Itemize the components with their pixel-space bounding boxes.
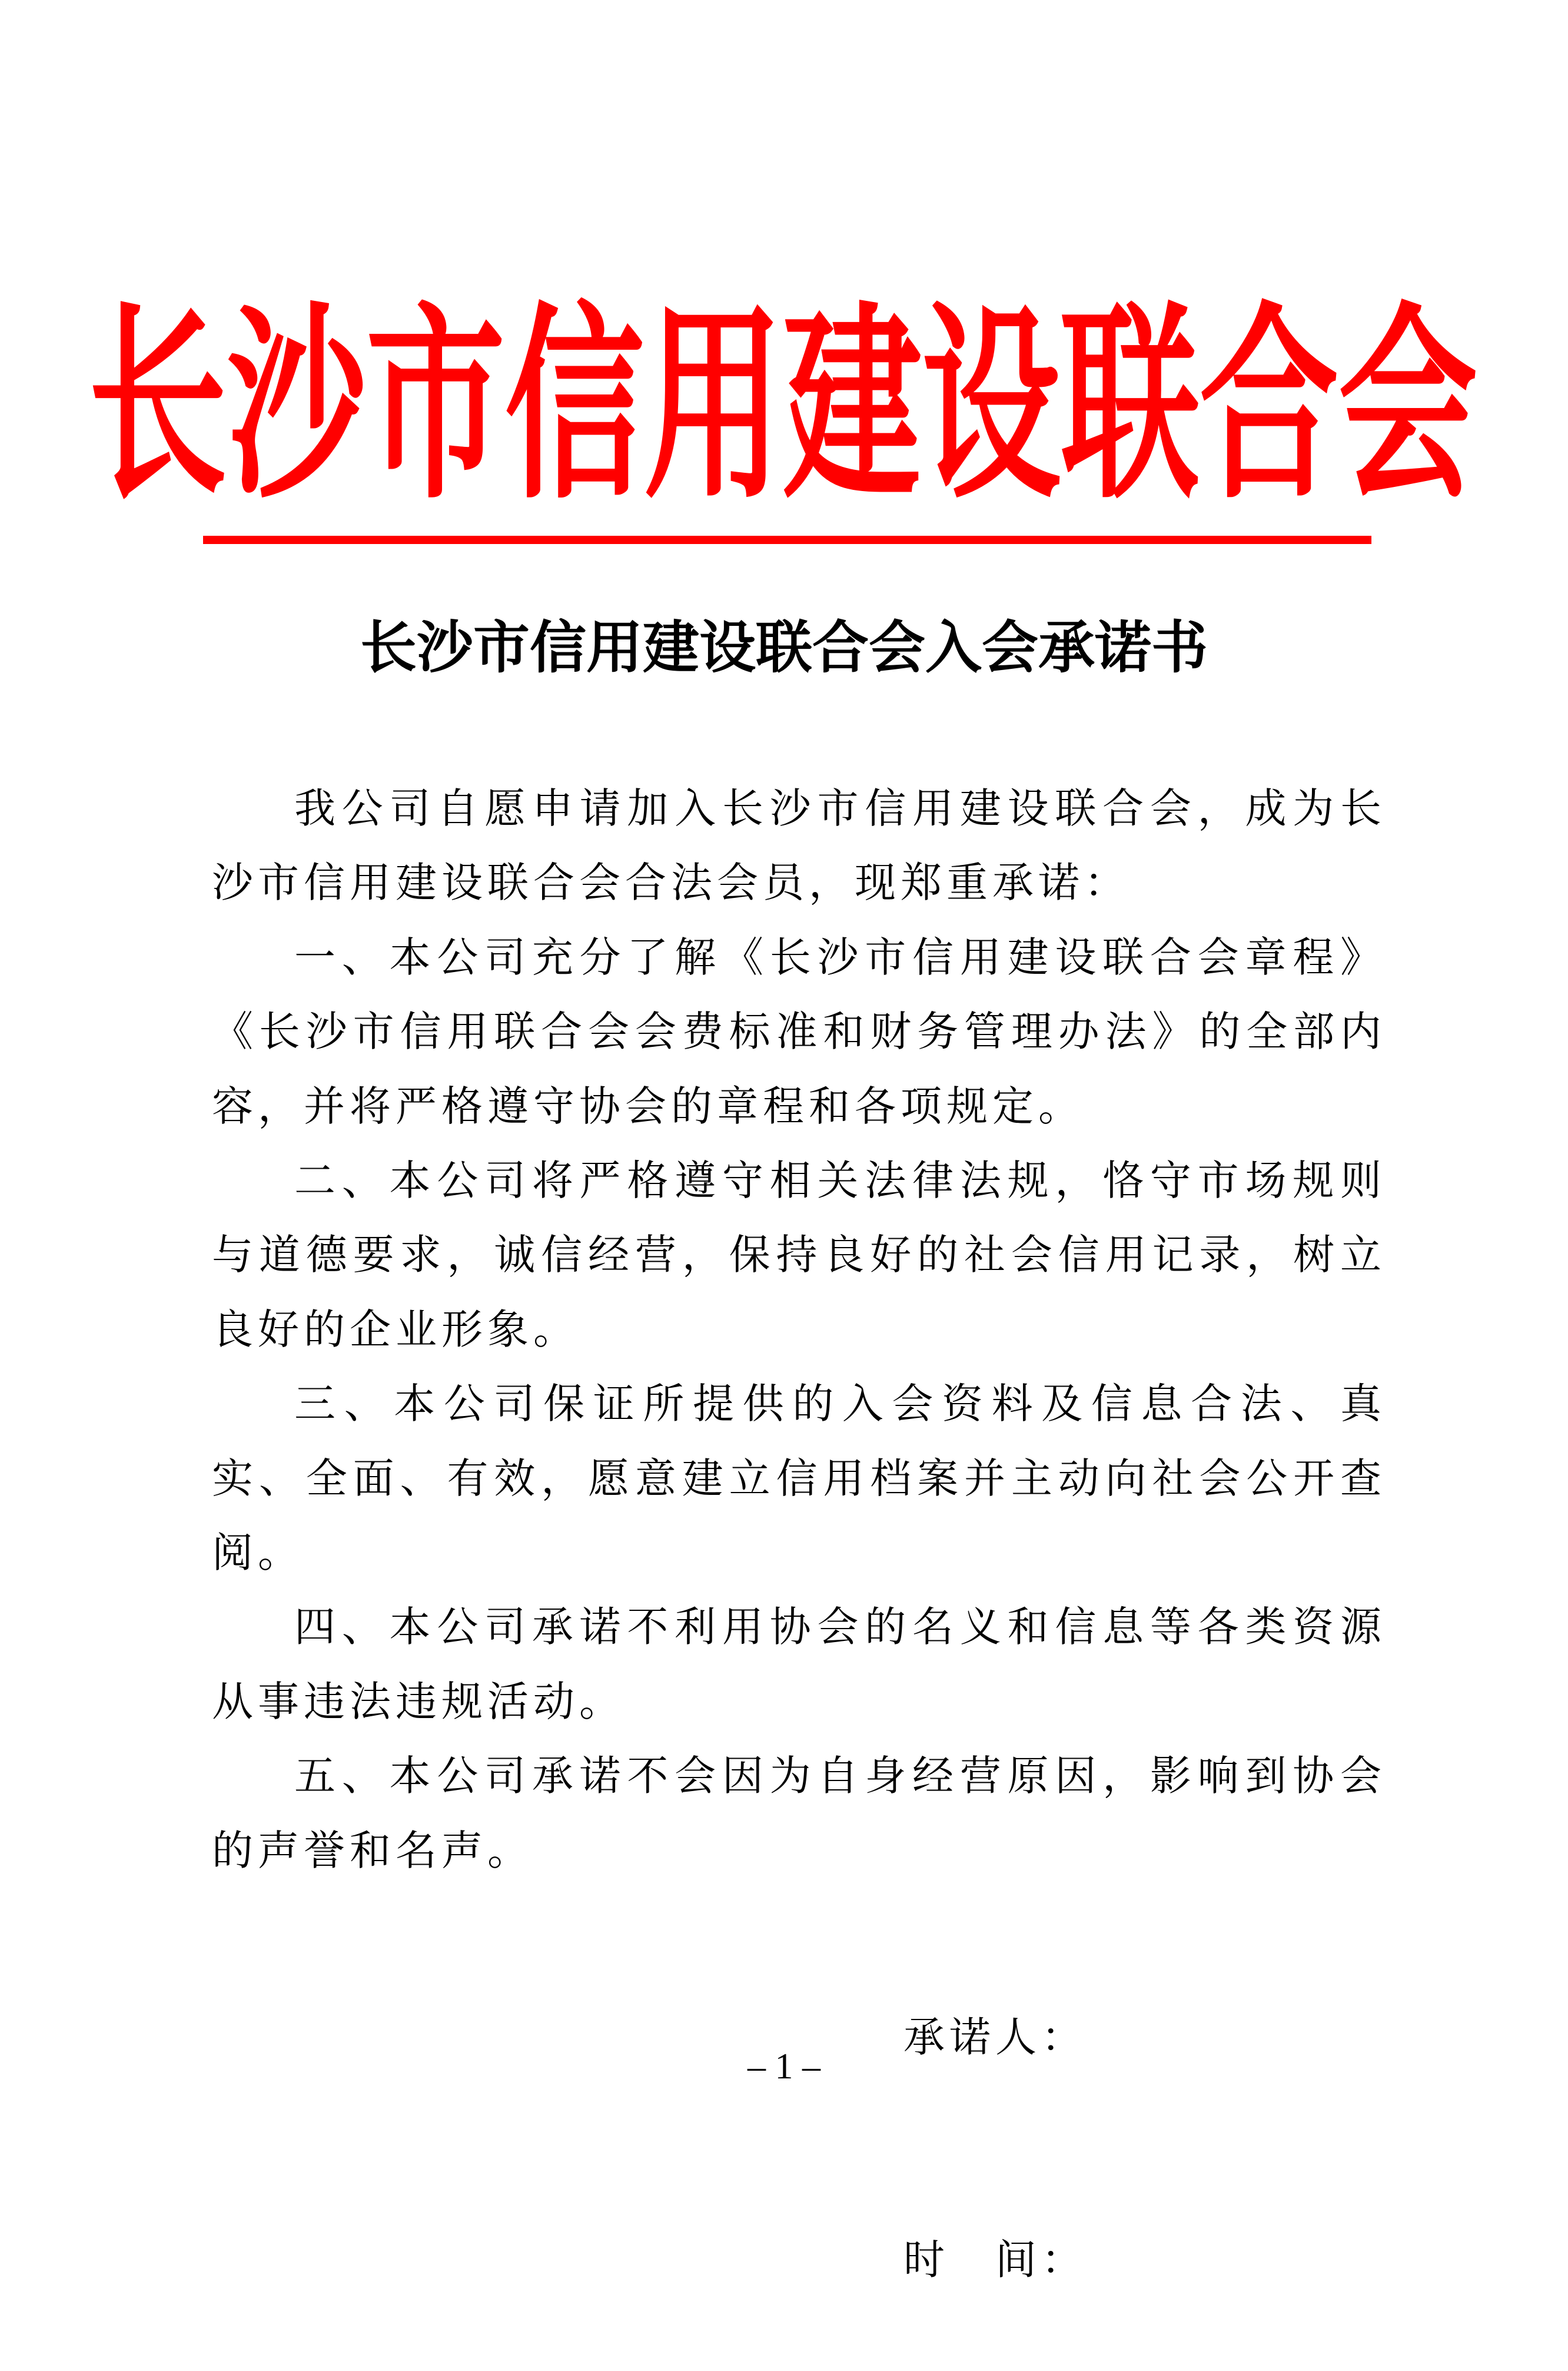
document-title: 长沙市信用建设联合会入会承诺书 [360,615,1208,681]
commitment-paragraph-1: 一、本公司充分了解《长沙市信用建设联合会章程》《长沙市信用联合会会费标准和财务管理办法》的全部内容，并将严格遵守协会的章程和各项规定。 [212,933,1386,1130]
document-body [212,771,1386,1888]
commitment-paragraph-2: 二、本公司将严格遵守相关法律法规，恪守市场规则与道德要求，诚信经营，保持良好的社会信用记录，树立良好的企业形象。 [212,1156,1386,1354]
promisor-label: 承诺人： [903,2013,1087,2061]
signature-block [903,1852,1087,2371]
commitment-paragraph-4: 四、本公司承诺不利用协会的名义和信息等各类资源从事违法违规活动。 [212,1603,1386,1726]
commitment-paragraph-5: 五、本公司承诺不会因为自身经营原因，影响到协会的声誉和名声。 [212,1752,1386,1875]
page-number: – 1 – [748,2047,820,2087]
letterhead-red-rule [203,536,1371,544]
commitment-paragraph-3: 三、本公司保证所提供的入会资料及信息合法、真实、全面、有效，愿意建立信用档案并主动向社会公开查阅。 [212,1380,1386,1577]
time-label: 时 间： [903,2236,1087,2284]
letterhead-org-name: 长沙市信用建设联合会 [88,284,1478,528]
intro-paragraph: 我公司自愿申请加入长沙市信用建设联合会，成为长沙市信用建设联合会合法会员，现郑重承诺： [212,784,1386,907]
